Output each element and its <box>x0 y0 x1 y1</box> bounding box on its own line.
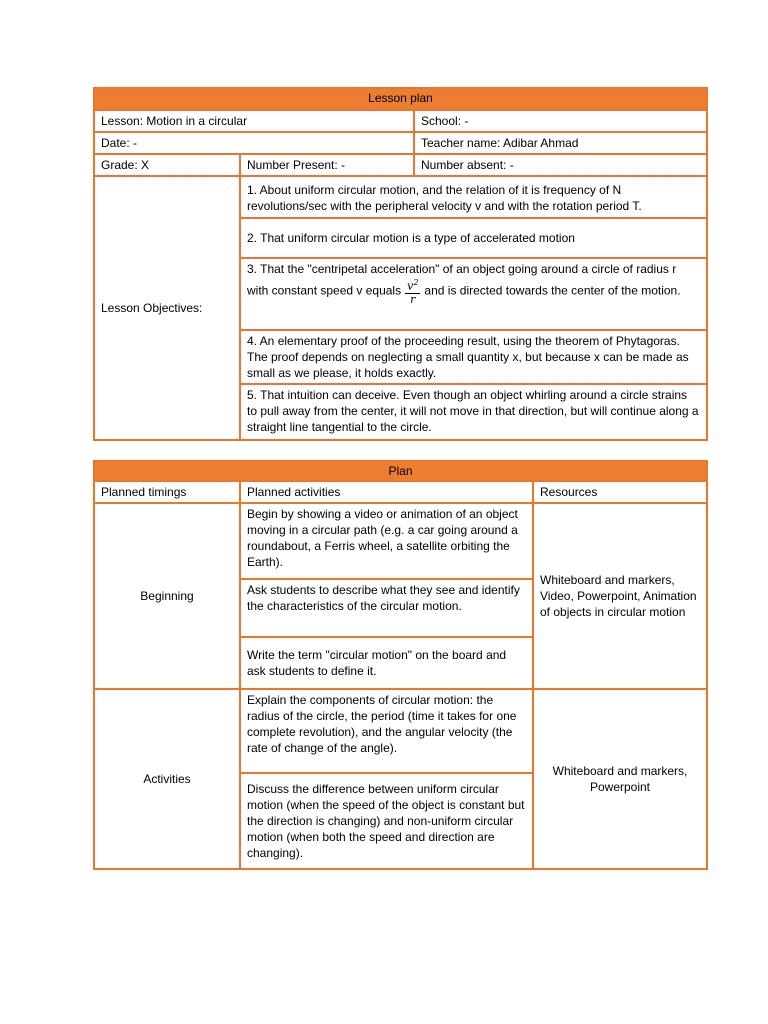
number-present: Number Present: - <box>240 154 414 176</box>
beginning-activity-3: Write the term "circular motion" on the board and ask students to define it. <box>240 637 533 689</box>
beginning-resources: Whiteboard and markers, Video, Powerpoint, Animation of objects in circular motion <box>533 503 707 689</box>
activities-resources: Whiteboard and markers, Powerpoint <box>533 689 707 869</box>
objective-3 <box>240 258 707 330</box>
fraction-exponent: 2 <box>413 278 419 287</box>
lesson-objectives-label: Lesson Objectives: <box>94 176 240 440</box>
lesson-plan-table <box>93 87 708 441</box>
objective-3-text-end: and is directed towards the center of the motion. <box>424 283 681 298</box>
objective-2: 2. That uniform circular motion is a type of accelerated motion <box>240 218 707 258</box>
number-absent: Number absent: - <box>414 154 707 176</box>
grade: Grade: X <box>94 154 240 176</box>
centripetal-fraction <box>405 277 420 306</box>
activities-label: Activities <box>94 689 240 869</box>
lesson-plan-title: Lesson plan <box>94 88 707 110</box>
column-header-resources: Resources <box>533 481 707 503</box>
school: School: - <box>414 110 707 132</box>
plan-title: Plan <box>94 461 707 481</box>
column-header-timings: Planned timings <box>94 481 240 503</box>
teacher-name: Teacher name: Adibar Ahmad <box>414 132 707 154</box>
activities-activity-2: Discuss the difference between uniform circular motion (when the speed of the object is constant but the direction is changing) and non-uniform circular motion (when both the speed and direction are changing). <box>240 773 533 869</box>
beginning-label: Beginning <box>94 503 240 689</box>
column-header-activities: Planned activities <box>240 481 533 503</box>
lesson-name: Lesson: Motion in a circular <box>94 110 414 132</box>
objective-1: 1. About uniform circular motion, and the relation of it is frequency of N revolutions/sec with the peripheral velocity v and with the rotation period T. <box>240 176 707 218</box>
fraction-denominator: r <box>410 292 416 306</box>
date: Date: - <box>94 132 414 154</box>
beginning-activity-1: Begin by showing a video or animation of an object moving in a circular path (e.g. a car going around a roundabout, a Ferris wheel, a satellite orbiting the Earth). <box>240 503 533 579</box>
plan-table <box>93 460 708 870</box>
objective-4: 4. An elementary proof of the proceeding result, using the theorem of Phytagoras. The proof depends on neglecting a small quantity x, but because x can be made as small as we please, it holds exactly. <box>240 330 707 384</box>
fraction-numerator: v <box>407 279 414 293</box>
objective-5: 5. That intuition can deceive. Even though an object whirling around a circle strains to pull away from the center, it will not move in that direction, but will continue along a straight line tangential to the circle. <box>240 384 707 440</box>
objective-3-text: 3. That the "centripetal acceleration" of an object going around a circle of radius r with constant speed v equals <box>247 262 677 298</box>
beginning-activity-2: Ask students to describe what they see and identify the characteristics of the circular motion. <box>240 579 533 637</box>
activities-activity-1: Explain the components of circular motion: the radius of the circle, the period (time it takes for one complete revolution), and the angular velocity (the rate of change of the angle). <box>240 689 533 773</box>
